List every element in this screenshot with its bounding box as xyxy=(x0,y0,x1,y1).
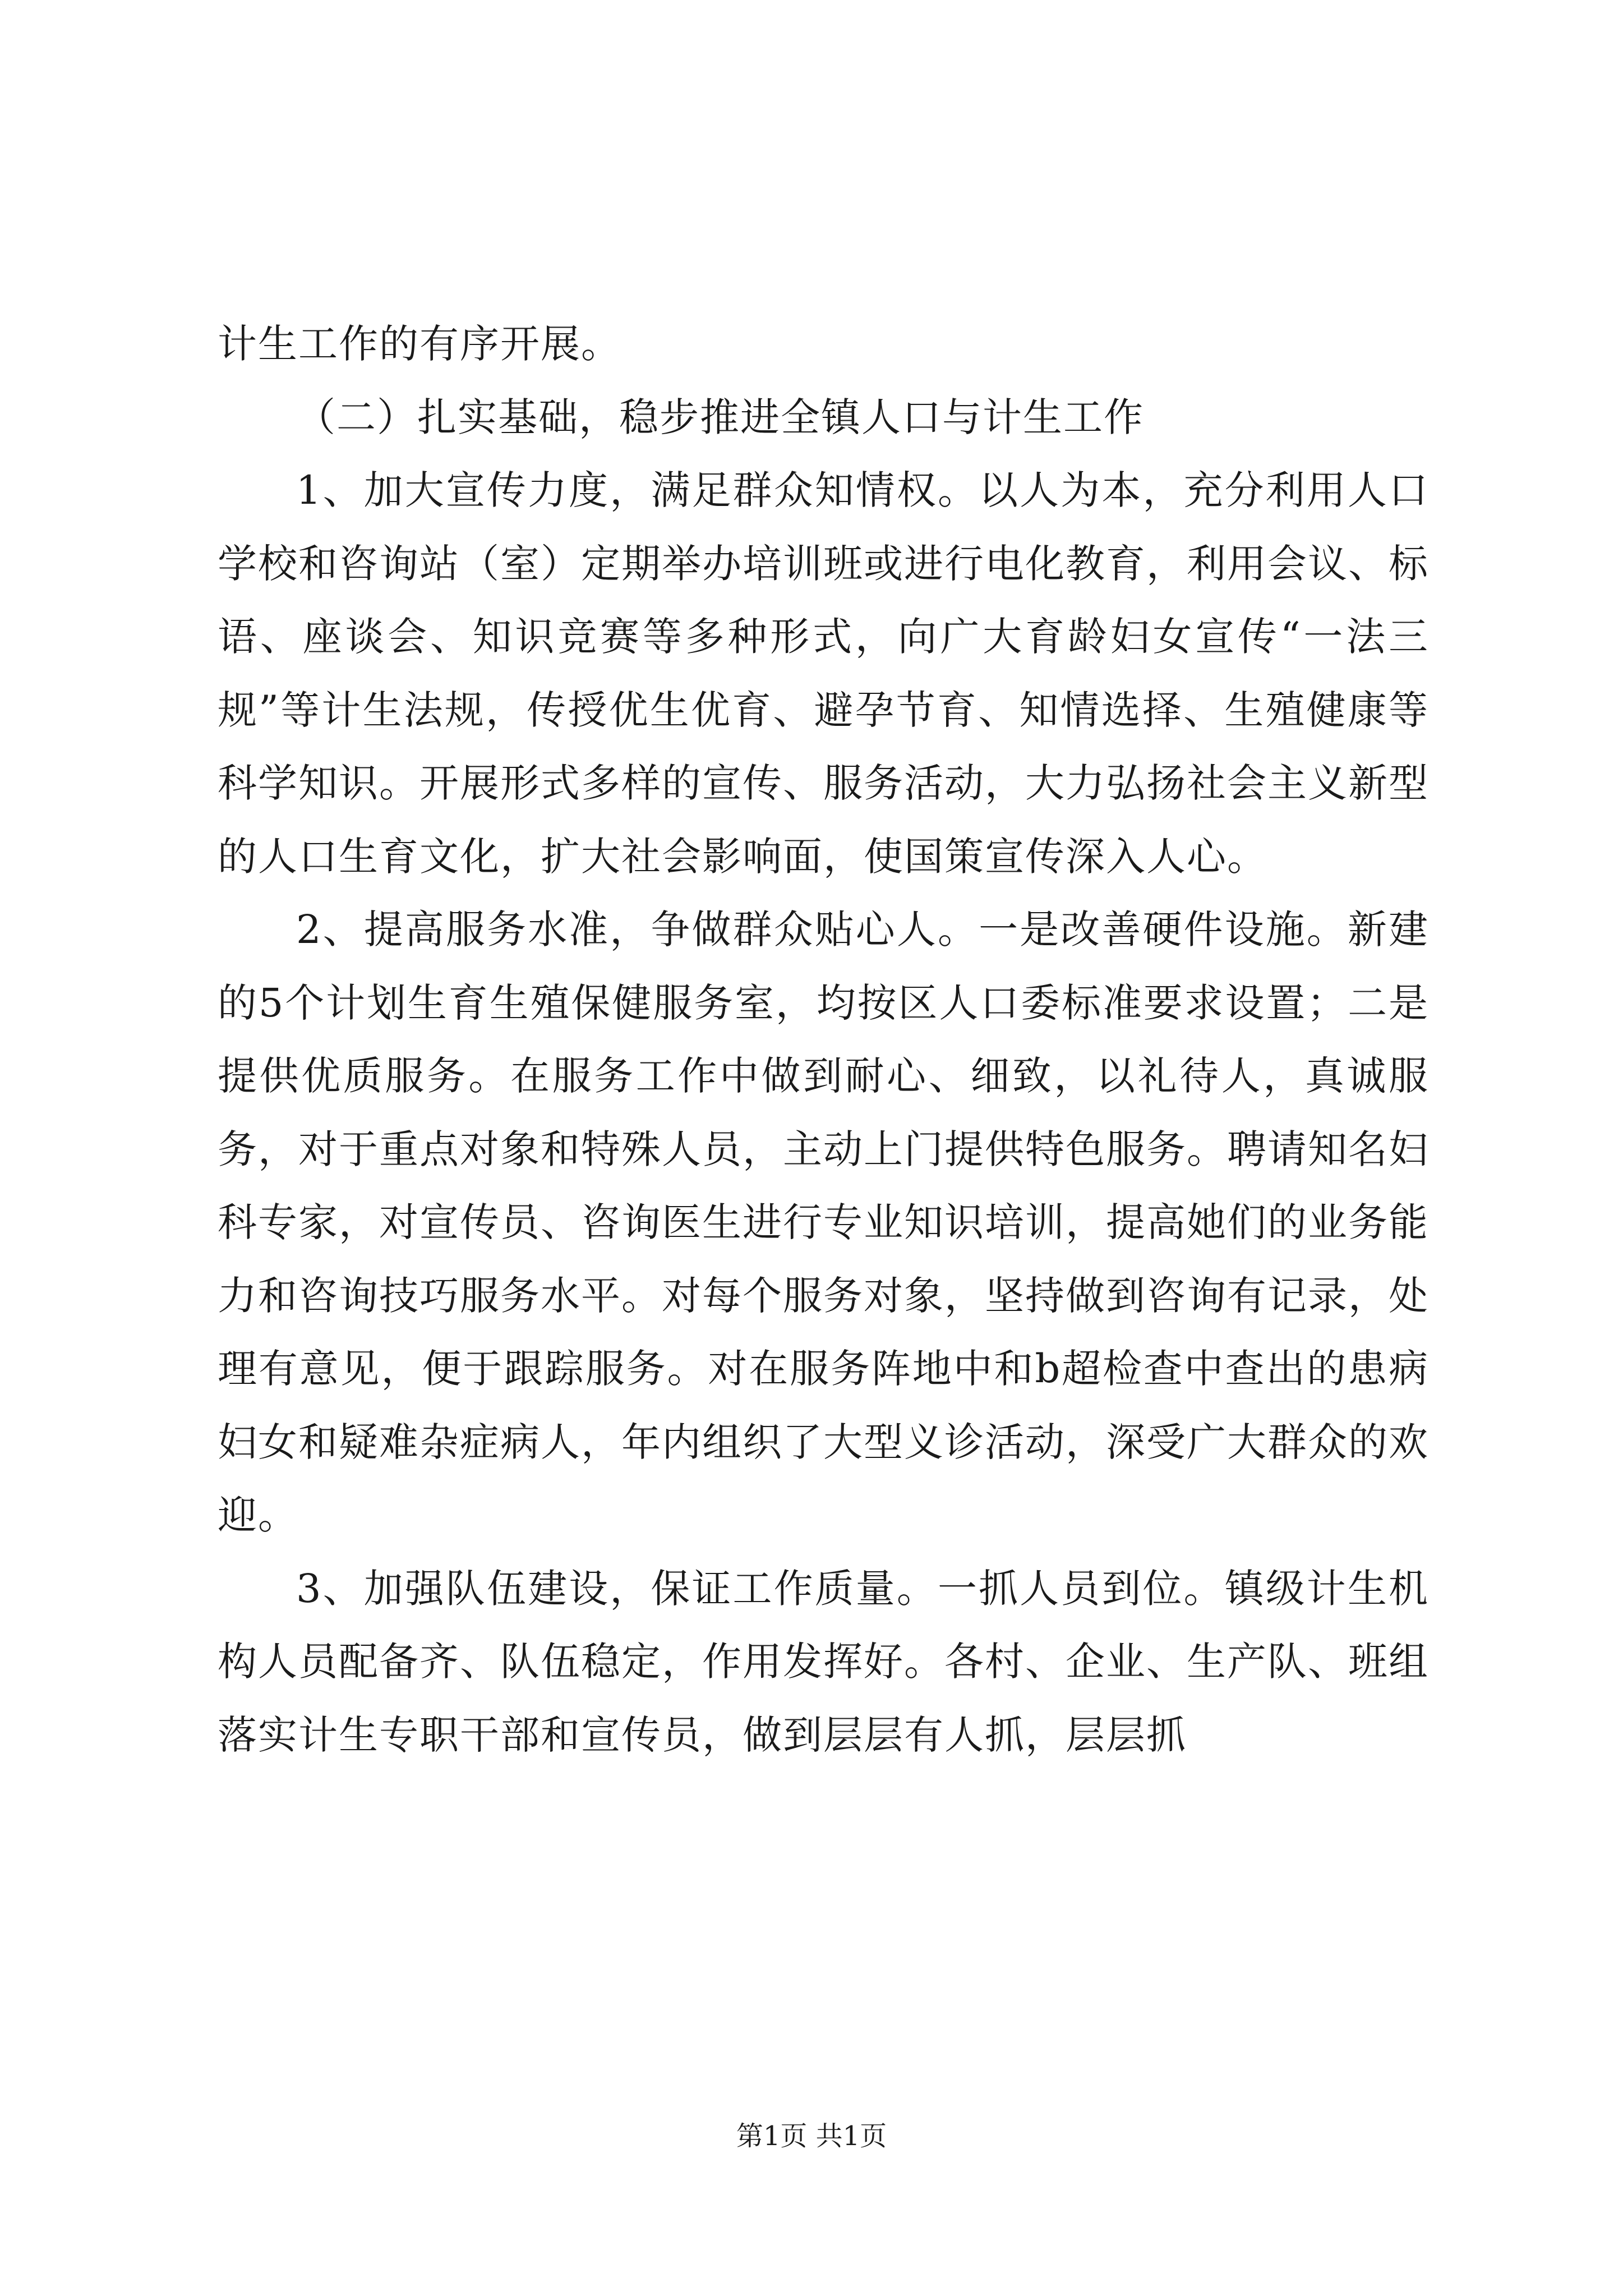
page-footer: 第1页 共1页 xyxy=(736,2120,887,2152)
paragraph-publicity: 1、加大宣传力度，满足群众知情权。以人为本，充分利用人口学校和咨询站（室）定期举办培训班或进行电化教育，利用会议、标语、座谈会、知识竞赛等多种形式，向广大育龄妇女宣传“一法三规”等计生法规，传授优生优育、避孕节育、知情选择、生殖健康等科学知识。开展形式多样的宣传、服务活动，大力弘扬社会主义新型的人口生育文化，扩大社会影响面，使国策宣传深入人心。 xyxy=(218,467,1429,880)
section-heading: （二）扎实基础，稳步推进全镇人口与计生工作 xyxy=(296,394,1144,440)
paragraph-continuation: 计生工作的有序开展。 xyxy=(218,321,621,367)
paragraph-service: 2、提高服务水准，争做群众贴心人。一是改善硬件设施。新建的5个计划生育生殖保健服务室，均按区人口委标准要求设置；二是提供优质服务。在服务工作中做到耐心、细致，以礼待人，真诚服务，对于重点对象和特殊人员，主动上门提供特色服务。聘请知名妇科专家，对宣传员、咨询医生进行专业知识培训，提高她们的业务能力和咨询技巧服务水平。对每个服务对象，坚持做到咨询有记录，处理有意见，便于跟踪服务。对在服务阵地中和b超检查中查出的患病妇女和疑难杂症病人，年内组织了大型义诊活动，深受广大群众的欢迎。 xyxy=(218,907,1429,1538)
paragraph-team: 3、加强队伍建设，保证工作质量。一抓人员到位。镇级计生机构人员配备齐、队伍稳定，作用发挥好。各村、企业、生产队、班组落实计生专职干部和宣传员，做到层层有人抓，层层抓 xyxy=(218,1565,1429,1758)
document-body xyxy=(218,307,1429,1772)
